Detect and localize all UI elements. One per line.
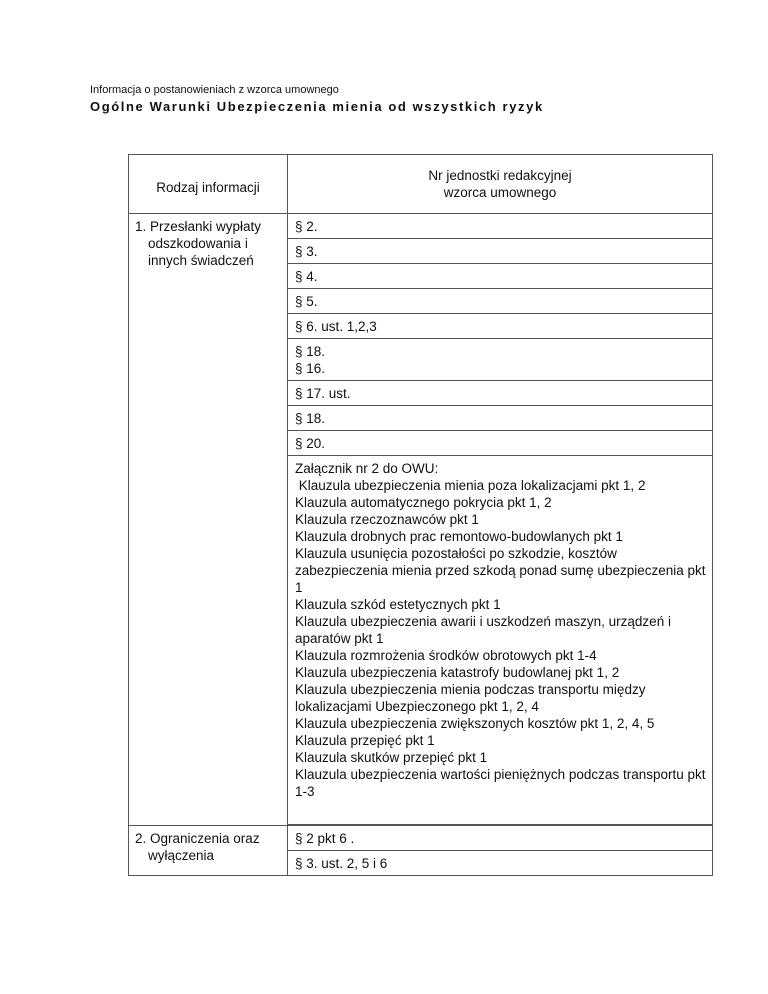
annex-line: Klauzula usunięcia pozostałości po szkodzie, kosztów zabezpieczenia mienia przed szkodą ponad sumę ubezpieczenia pkt 1 [295, 546, 706, 595]
header-unit-cell [288, 155, 713, 214]
annex-line: Załącznik nr 2 do OWU: [295, 461, 439, 476]
annex-line: Klauzula szkód estetycznych pkt 1 [295, 597, 501, 612]
document-title: Ogólne Warunki Ubezpieczenia mienia od wszystkich ryzyk [90, 99, 544, 114]
header-type-cell: Rodzaj informacji [129, 155, 288, 214]
section-label-line: wyłączenia [148, 848, 215, 863]
reference-cell: § 20. [288, 431, 713, 456]
table-header-row [129, 155, 713, 214]
header-unit-line: Nr jednostki redakcyjnej [428, 167, 572, 183]
reference-cell: § 4. [288, 264, 713, 289]
reference-cell: § 2. [288, 214, 713, 239]
section-2-label [129, 826, 288, 876]
header-unit-line: wzorca umownego [443, 184, 557, 200]
reference-cell: § 3. [288, 239, 713, 264]
annex-line: Klauzula automatycznego pokrycia pkt 1, 2 [295, 495, 552, 510]
reference-cell [288, 339, 713, 381]
annex-clauses-cell [288, 456, 713, 825]
reference-cell: § 3. ust. 2, 5 i 6 [288, 851, 713, 876]
annex-line: Klauzula rozmrożenia środków obrotowych pkt 1-4 [295, 648, 597, 663]
section-label-line: 1. Przesłanki wypłaty [135, 219, 262, 234]
annex-line: Klauzula ubezpieczenia katastrofy budowlanej pkt 1, 2 [295, 665, 620, 680]
annex-line: Klauzula przepięć pkt 1 [295, 733, 435, 748]
reference-line: § 18. [295, 344, 326, 359]
section-label-line: odszkodowania i [148, 236, 248, 251]
annex-line: Klauzula ubezpieczenia wartości pieniężnych podczas transportu pkt 1-3 [295, 767, 706, 799]
annex-line: Klauzula ubezpieczenia mienia poza lokalizacjami pkt 1, 2 [295, 478, 646, 493]
reference-cell: § 17. ust. [288, 381, 713, 406]
reference-cell: § 2 pkt 6 . [288, 826, 713, 851]
section-1-label [129, 214, 288, 826]
reference-cell: § 6. ust. 1,2,3 [288, 314, 713, 339]
annex-line: Klauzula drobnych prac remontowo-budowlanych pkt 1 [295, 529, 623, 544]
reference-line: § 16. [295, 361, 326, 376]
information-table [128, 154, 713, 876]
table-row [129, 826, 713, 851]
annex-line: Klauzula skutków przepięć pkt 1 [295, 750, 488, 765]
annex-line: Klauzula ubezpieczenia awarii i uszkodzeń maszyn, urządzeń i aparatów pkt 1 [295, 614, 671, 646]
section-label-line: 2. Ograniczenia oraz [135, 831, 260, 846]
table-row [129, 214, 713, 239]
reference-cell: § 18. [288, 406, 713, 431]
annex-line: Klauzula ubezpieczenia mienia podczas transportu między lokalizacjami Ubezpieczonego pkt 1, 2, 4 [295, 682, 646, 714]
annex-line: Klauzula rzeczoznawców pkt 1 [295, 512, 479, 527]
reference-cell: § 5. [288, 289, 713, 314]
document-subheading: Informacja o postanowieniach z wzorca umownego [90, 84, 339, 96]
annex-line: Klauzula ubezpieczenia zwiększonych kosztów pkt 1, 2, 4, 5 [295, 716, 655, 731]
section-label-line: innych świadczeń [148, 253, 254, 268]
